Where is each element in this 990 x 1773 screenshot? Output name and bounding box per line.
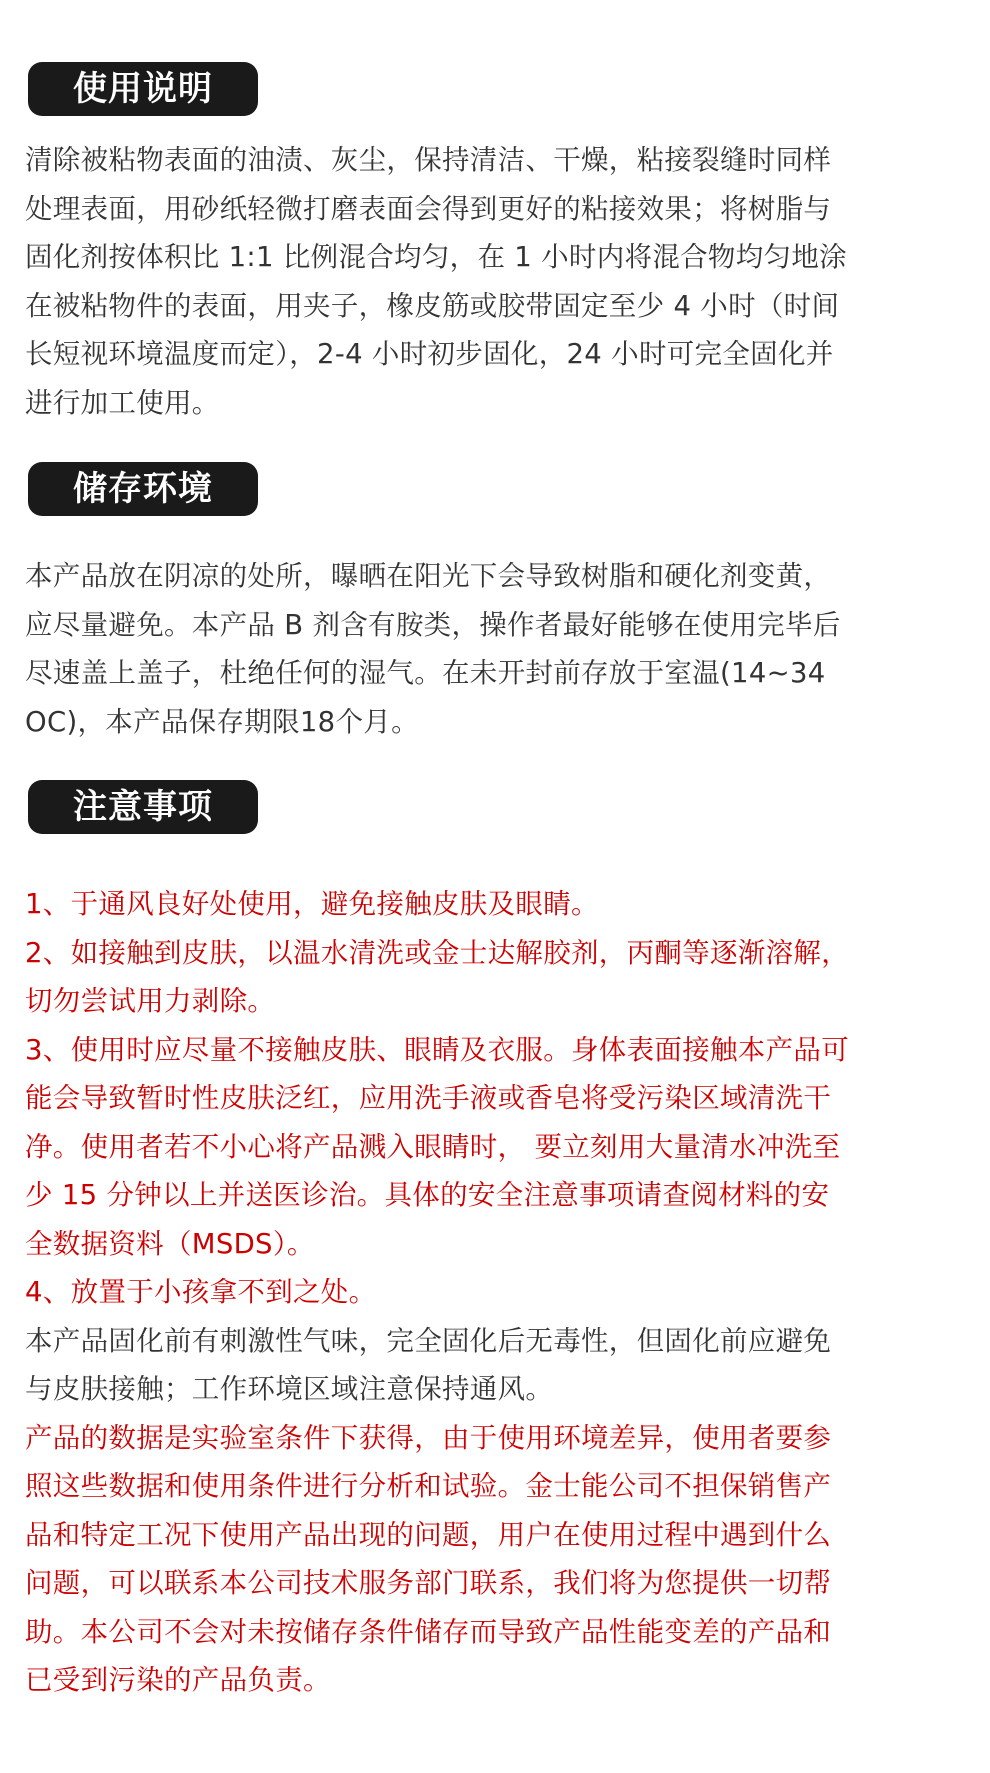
notes-paragraph xyxy=(25,880,970,1705)
note-disclaimer: 已受到污染的产品负责。 xyxy=(25,1664,331,1696)
storage-line: OC)，本产品保存期限18个月。 xyxy=(25,705,419,738)
storage-line: 应尽量避免。本产品 B 剂含有胺类，操作者最好能够在使用完毕后 xyxy=(25,608,841,641)
usage-section-title: 使用说明 xyxy=(28,62,258,116)
usage-line: 长短视环境温度而定），2-4 小时初步固化，24 小时可完全固化并 xyxy=(25,338,834,370)
usage-line: 在被粘物件的表面，用夹子，橡皮筋或胶带固定至少 4 小时（时间 xyxy=(25,289,840,322)
note-disclaimer: 照这些数据和使用条件进行分析和试验。金士能公司不担保销售产 xyxy=(25,1470,832,1502)
usage-line: 固化剂按体积比 1:1 比例混合均匀，在 1 小时内将混合物均匀地涂 xyxy=(25,241,847,273)
note-disclaimer: 品和特定工况下使用产品出现的问题，用户在使用过程中遇到什么 xyxy=(25,1518,832,1551)
note-disclaimer: 助。本公司不会对未按储存条件储存而导致产品性能变差的产品和 xyxy=(25,1615,832,1648)
note-item-3: 少 15 分钟以上并送医诊治。具体的安全注意事项请查阅材料的安 xyxy=(25,1179,830,1211)
note-odor-info: 本产品固化前有刺激性气味，完全固化后无毒性，但固化前应避免 xyxy=(25,1324,832,1357)
note-item-3: 能会导致暂时性皮肤泛红，应用洗手液或香皂将受污染区域清洗干 xyxy=(25,1082,832,1114)
note-disclaimer: 问题，可以联系本公司技术服务部门联系，我们将为您提供一切帮 xyxy=(25,1567,832,1599)
note-item-4: 4、放置于小孩拿不到之处。 xyxy=(25,1276,377,1308)
note-item-1: 1、于通风良好处使用，避免接触皮肤及眼睛。 xyxy=(25,888,599,920)
notes-section-title: 注意事项 xyxy=(28,780,258,834)
note-item-2: 2、如接触到皮肤，以温水清洗或金士达解胶剂，丙酮等逐渐溶解， xyxy=(25,936,849,969)
note-disclaimer: 产品的数据是实验室条件下获得，由于使用环境差异，使用者要参 xyxy=(25,1421,832,1454)
note-item-3: 全数据资料（MSDS）。 xyxy=(25,1227,315,1260)
usage-line: 处理表面，用砂纸轻微打磨表面会得到更好的粘接效果；将树脂与 xyxy=(25,192,832,225)
storage-paragraph xyxy=(25,552,970,746)
note-item-3: 3、使用时应尽量不接触皮肤、眼睛及衣服。身体表面接触本产品可 xyxy=(25,1033,849,1066)
usage-line: 清除被粘物表面的油渍、灰尘，保持清洁、干燥，粘接裂缝时同样 xyxy=(25,144,832,176)
usage-line: 进行加工使用。 xyxy=(25,386,220,419)
note-odor-info: 与皮肤接触；工作环境区域注意保持通风。 xyxy=(25,1373,554,1405)
storage-line: 尽速盖上盖子，杜绝任何的湿气。在未开封前存放于室温(14~34 xyxy=(25,657,826,689)
usage-paragraph xyxy=(25,136,970,427)
note-item-3: 净。使用者若不小心将产品溅入眼睛时， 要立刻用大量清水冲洗至 xyxy=(25,1130,841,1163)
storage-section-title: 储存环境 xyxy=(28,462,258,516)
note-item-2: 切勿尝试用力剥除。 xyxy=(25,985,276,1017)
storage-line: 本产品放在阴凉的处所，曝晒在阳光下会导致树脂和硬化剂变黄， xyxy=(25,560,832,592)
